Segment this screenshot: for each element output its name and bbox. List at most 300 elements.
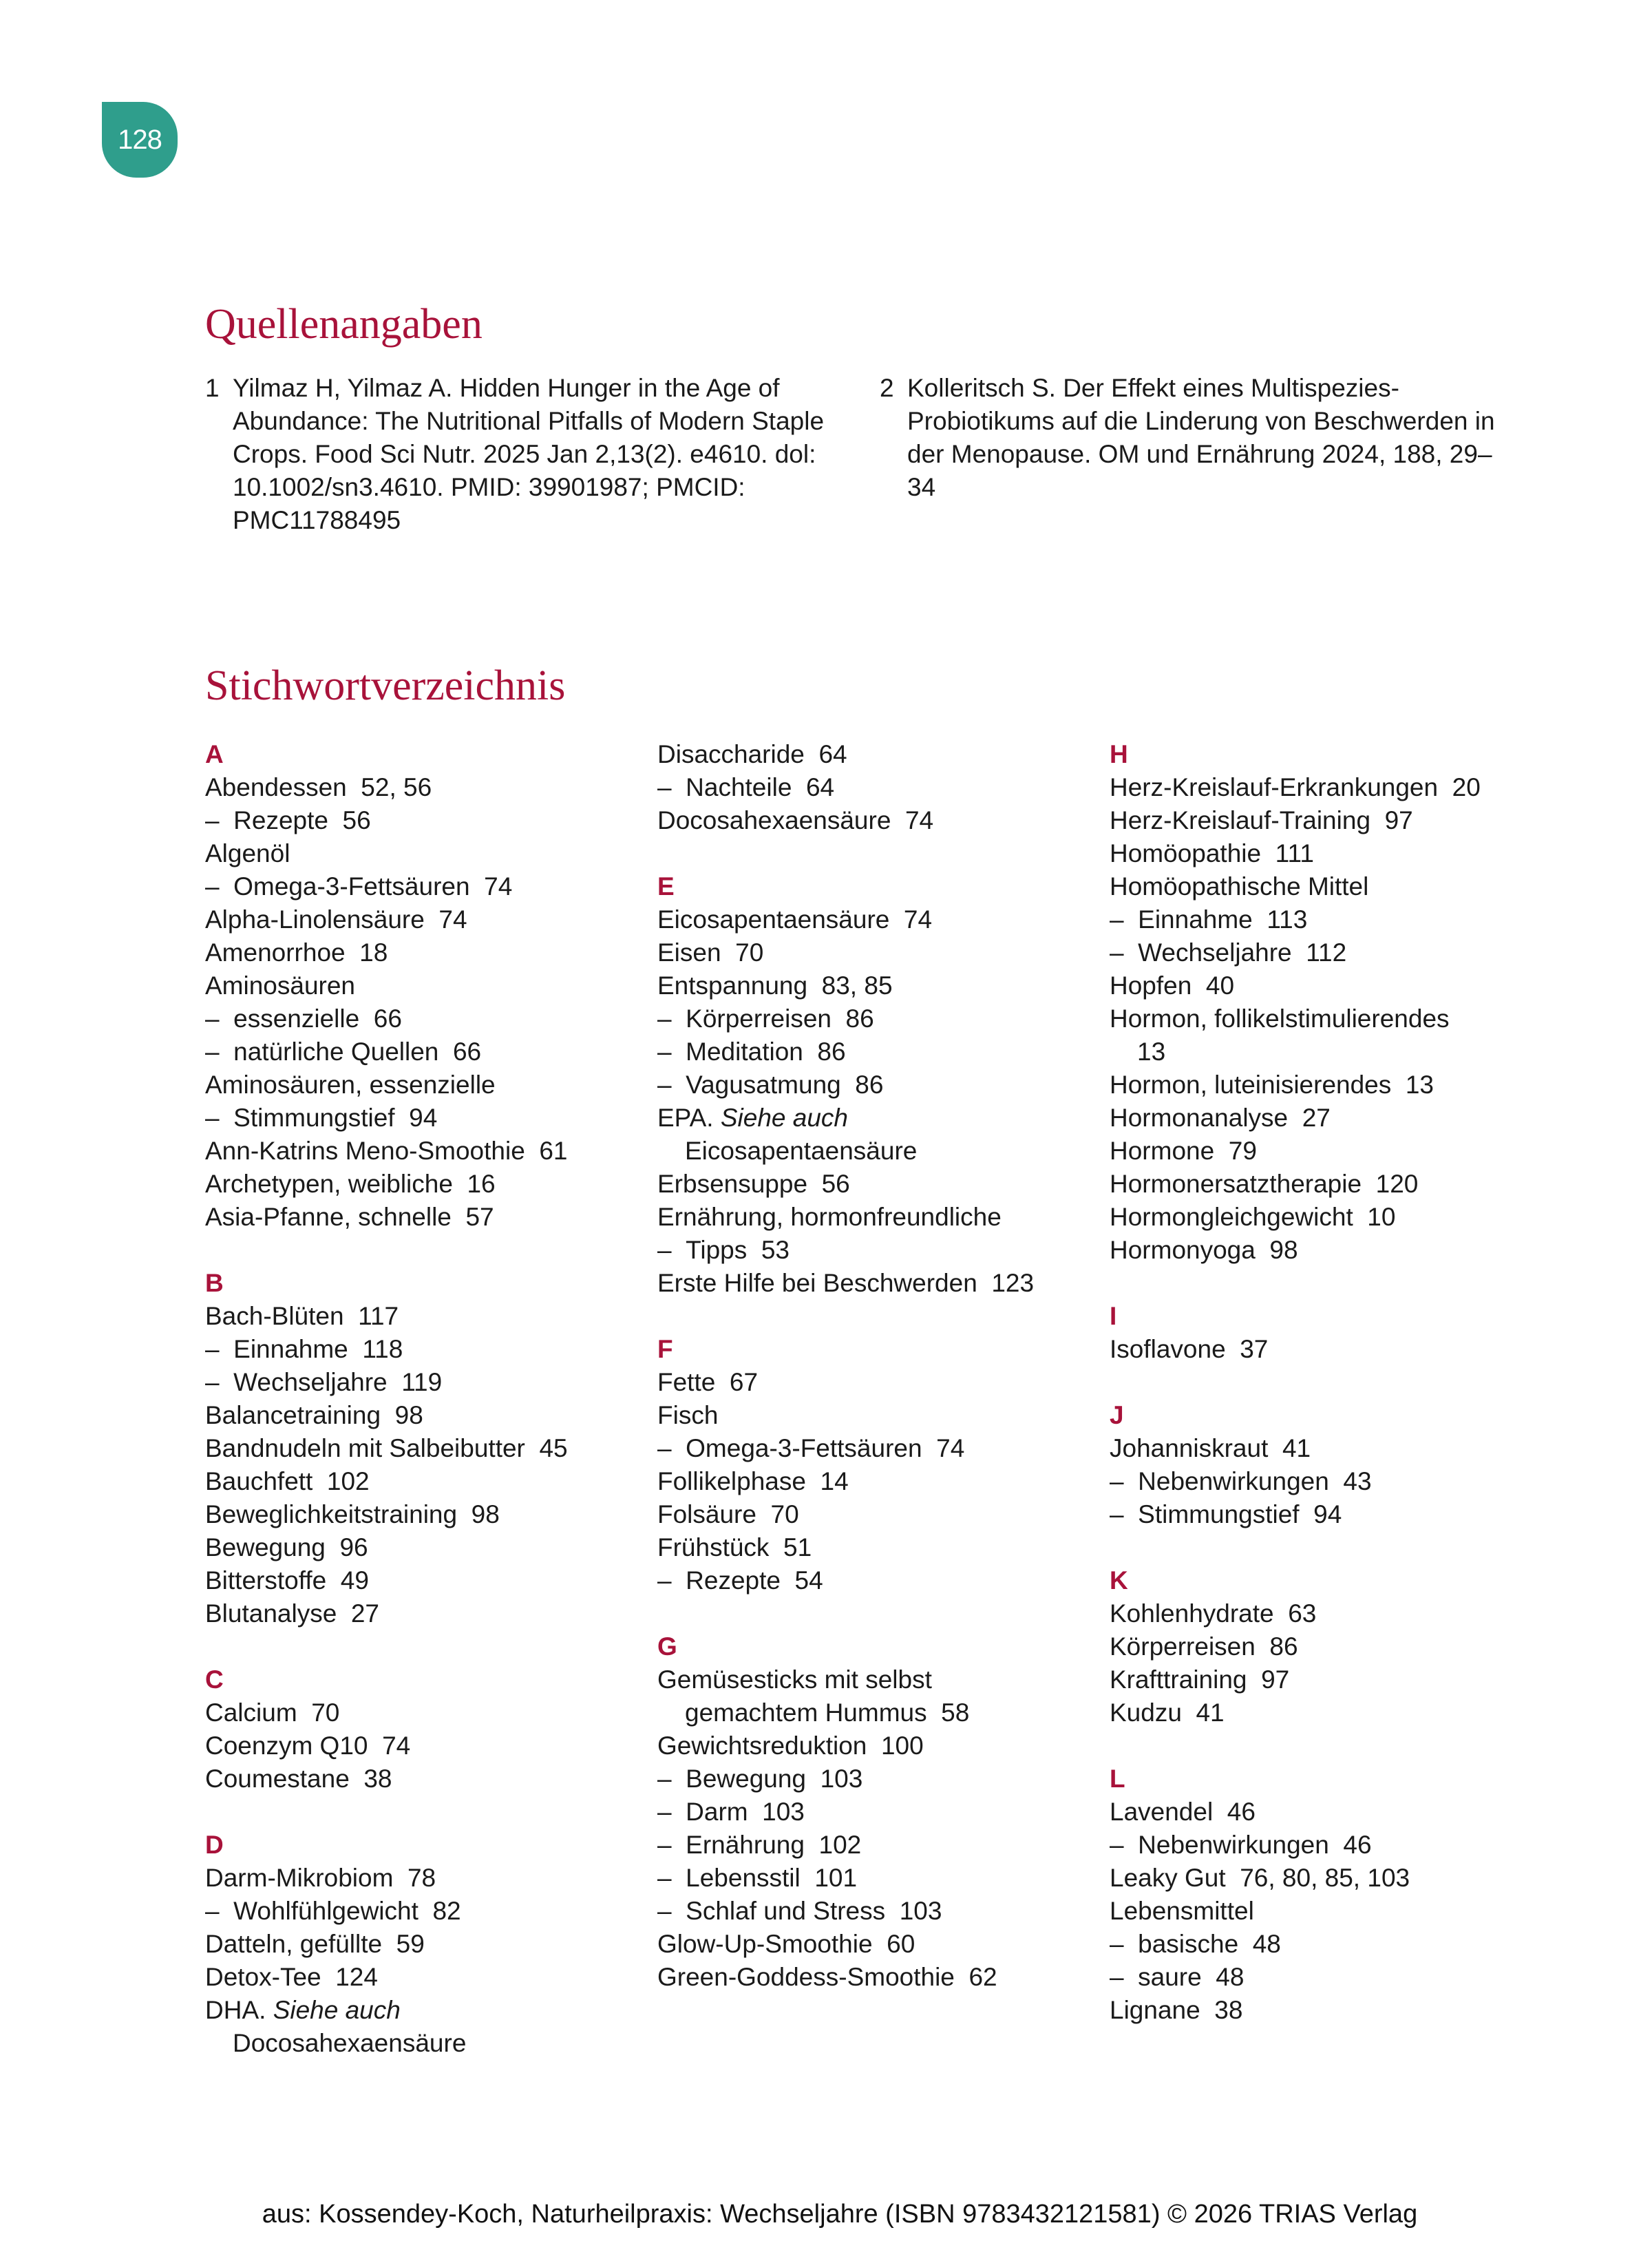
index-subentry [205, 870, 646, 903]
page-refs: 14 [820, 1467, 849, 1495]
index-term: Lebensmittel [1110, 1897, 1254, 1925]
index-entry [205, 1465, 646, 1498]
index-term: Stimmungstief [233, 1104, 395, 1132]
index-term-continuation [205, 2027, 646, 2060]
section-spacer [1110, 1267, 1591, 1300]
page-refs: 13 [1405, 1071, 1434, 1099]
page-refs: 78 [407, 1864, 436, 1892]
page-refs: 64 [805, 773, 835, 801]
index-entry [205, 1961, 646, 1994]
section-spacer [205, 1630, 646, 1663]
index-letter-heading: A [205, 740, 224, 768]
index-term: Tipps [686, 1236, 748, 1264]
index-term: Wechseljahre [1138, 938, 1292, 967]
index-term: Meditation [686, 1038, 803, 1066]
index-entry [657, 1102, 1098, 1168]
index-term: Abendessen [205, 773, 347, 801]
index-term: Schlaf und Stress [686, 1897, 886, 1925]
index-term: Aminosäuren, essenzielle [205, 1071, 496, 1099]
page-refs: 20 [1452, 773, 1481, 801]
index-term: Kudzu [1110, 1698, 1182, 1727]
page-refs: 48 [1216, 1963, 1245, 1991]
page-refs: 86 [817, 1038, 846, 1066]
index-subentry [657, 1234, 1098, 1267]
reference-text: Kolleritsch S. Der Effekt eines Multispezies-Probiotikums auf die Linderung von Beschwerden in der Menopause. OM und Ernährung 2024, 188, 29–34 [907, 374, 1495, 501]
index-term-cont-text: gemachtem Hummus [685, 1698, 927, 1727]
index-term: Herz-Kreislauf-Training [1110, 806, 1371, 834]
section-spacer [205, 1234, 646, 1267]
page-refs: 52, 56 [361, 773, 432, 801]
page-refs: 66 [452, 1038, 482, 1066]
index-entry [1110, 1069, 1591, 1102]
index-term: Bewegung [205, 1533, 326, 1561]
see-also-label: Siehe auch [720, 1104, 849, 1132]
page-refs: 27 [350, 1599, 380, 1628]
index-term-cont-text: Docosahexaensäure [233, 2029, 467, 2057]
index-term: Bauchfett [205, 1467, 313, 1495]
sources-heading: Quellenangaben [205, 301, 483, 348]
index-term: Gewichtsreduktion [657, 1732, 867, 1760]
index-term-cont-text: Eicosapentaensäure [685, 1137, 918, 1165]
page-refs: 120 [1375, 1170, 1419, 1198]
index-subentry [1110, 1961, 1591, 1994]
page-refs: 119 [401, 1368, 443, 1396]
page-refs: 10 [1367, 1203, 1396, 1231]
index-term: EPA. [657, 1104, 714, 1132]
index-term: Körperreisen [686, 1004, 832, 1033]
index-term: Herz-Kreislauf-Erkrankungen [1110, 773, 1439, 801]
index-letter-heading: L [1110, 1765, 1125, 1793]
page-refs: 94 [409, 1104, 438, 1132]
index-term: Amenorrhoe [205, 938, 346, 967]
index-entry [205, 1763, 646, 1796]
index-term: Coumestane [205, 1765, 350, 1793]
index-entry [205, 969, 646, 1002]
index-entry [1110, 1333, 1591, 1366]
index-term: Hormon, luteinisierendes [1110, 1071, 1392, 1099]
page-refs: 82 [432, 1897, 461, 1925]
index-term: Docosahexaensäure [657, 806, 891, 834]
page-refs: 62 [968, 1963, 997, 1991]
page-refs: 64 [818, 740, 847, 768]
index-subentry [205, 1002, 646, 1035]
page-refs: 74 [438, 905, 467, 934]
page-refs: 86 [845, 1004, 874, 1033]
index-term: Isoflavone [1110, 1335, 1226, 1363]
index-term: Nachteile [686, 773, 792, 801]
page-refs: 97 [1384, 806, 1413, 834]
page-refs: 101 [814, 1864, 858, 1892]
index-term: Rezepte [686, 1566, 781, 1595]
index-entry [1110, 1796, 1591, 1829]
page-refs: 74 [904, 806, 934, 834]
index-entry [205, 1531, 646, 1564]
page-refs: 61 [539, 1137, 568, 1165]
page-refs: 59 [396, 1930, 425, 1958]
page-refs: 18 [359, 938, 388, 967]
page-number-badge [102, 102, 178, 178]
index-term: Omega-3-Fettsäuren [233, 872, 470, 901]
index-entry [1110, 1630, 1591, 1663]
index-entry [205, 1201, 646, 1234]
index-entry [205, 1729, 646, 1763]
index-term: Wohlfühlgewicht [233, 1897, 419, 1925]
page-refs: 67 [729, 1368, 759, 1396]
index-subentry [205, 1333, 646, 1366]
index-entry [657, 1729, 1098, 1763]
index-subentry [205, 1102, 646, 1135]
index-entry [1110, 837, 1591, 870]
index-term-continuation [657, 1696, 1098, 1729]
index-entry [657, 1201, 1098, 1234]
index-letter-heading: J [1110, 1401, 1124, 1429]
page-refs: 58 [941, 1698, 970, 1727]
reference-item [880, 372, 1499, 504]
section-spacer [657, 1300, 1098, 1333]
index-term: Fette [657, 1368, 716, 1396]
index-subentry [205, 1366, 646, 1399]
index-entry [1110, 1994, 1591, 2027]
index-term: Fisch [657, 1401, 719, 1429]
index-subentry [657, 1895, 1098, 1928]
index-term: Nebenwirkungen [1138, 1467, 1329, 1495]
page-refs: 103 [762, 1798, 805, 1826]
index-entry [657, 1465, 1098, 1498]
page-refs: 98 [394, 1401, 423, 1429]
index-entry [205, 1300, 646, 1333]
index-term: Krafttraining [1110, 1665, 1247, 1694]
index-heading: Stichwortverzeichnis [205, 662, 566, 709]
index-entry [205, 1597, 646, 1630]
index-term: Einnahme [233, 1335, 348, 1363]
index-subentry [657, 1763, 1098, 1796]
index-entry [1110, 804, 1591, 837]
index-term: Nebenwirkungen [1138, 1831, 1329, 1859]
index-entry [1110, 1002, 1591, 1069]
page-refs: 98 [471, 1500, 500, 1528]
index-entry [1110, 1168, 1591, 1201]
index-term: Aminosäuren [205, 971, 356, 1000]
index-entry [1110, 771, 1591, 804]
page-refs: 74 [382, 1732, 411, 1760]
index-term: Hormon, follikelstimulierendes [1110, 1004, 1450, 1033]
page-refs: 112 [1306, 938, 1347, 967]
index-entry [657, 1531, 1098, 1564]
index-term: Körperreisen [1110, 1632, 1256, 1661]
index-entry [1110, 1895, 1591, 1928]
section-spacer [657, 1597, 1098, 1630]
index-entry [205, 771, 646, 804]
index-entry [205, 936, 646, 969]
page-refs: 54 [794, 1566, 823, 1595]
index-term: Alpha-Linolensäure [205, 905, 425, 934]
index-term-continuation [1110, 1035, 1591, 1069]
index-term: Wechseljahre [233, 1368, 388, 1396]
reference-number: 2 [880, 374, 894, 402]
page-number: 128 [118, 124, 162, 155]
index-term: Einnahme [1138, 905, 1253, 934]
page-refs: 49 [340, 1566, 369, 1595]
index-term: Gemüsesticks mit selbst [657, 1665, 932, 1694]
section-spacer [1110, 1366, 1591, 1399]
index-subentry [657, 771, 1098, 804]
index-letter-heading: K [1110, 1566, 1128, 1595]
index-entry [657, 1168, 1098, 1201]
index-term: Omega-3-Fettsäuren [686, 1434, 922, 1462]
index-term: Eisen [657, 938, 721, 967]
index-term: Ernährung, hormonfreundliche [657, 1203, 1002, 1231]
page-refs: 13 [1137, 1038, 1166, 1066]
index-entry [205, 1135, 646, 1168]
page-refs: 66 [373, 1004, 402, 1033]
index-entry [657, 903, 1098, 936]
index-term: Bandnudeln mit Salbeibutter [205, 1434, 525, 1462]
index-letter-heading: E [657, 872, 675, 901]
index-term: Bewegung [686, 1765, 807, 1793]
index-subentry [205, 804, 646, 837]
section-spacer [205, 1796, 646, 1829]
index-term: Beweglichkeitstraining [205, 1500, 458, 1528]
index-entry [657, 804, 1098, 837]
index-entry [657, 1961, 1098, 1994]
index-subentry [657, 1002, 1098, 1035]
page-refs: 38 [363, 1765, 392, 1793]
section-spacer [1110, 1729, 1591, 1763]
index-subentry [1110, 903, 1591, 936]
page-refs: 45 [539, 1434, 568, 1462]
page-refs: 83, 85 [821, 971, 893, 1000]
index-entry [1110, 1432, 1591, 1465]
page-refs: 111 [1275, 839, 1314, 867]
index-entry [657, 1366, 1098, 1399]
page-refs: 53 [761, 1236, 790, 1264]
index-subentry [657, 1564, 1098, 1597]
index-term: Frühstück [657, 1533, 770, 1561]
index-column [657, 738, 1098, 1994]
index-term-continuation [657, 1135, 1098, 1168]
page-refs: 97 [1261, 1665, 1290, 1694]
index-term: saure [1138, 1963, 1202, 1991]
index-letter-heading: F [657, 1335, 673, 1363]
index-term: Hormonanalyse [1110, 1104, 1289, 1132]
index-term: Datteln, gefüllte [205, 1930, 383, 1958]
index-subentry [205, 1895, 646, 1928]
page-refs: 98 [1269, 1236, 1298, 1264]
index-term: Stimmungstief [1138, 1500, 1300, 1528]
section-spacer [1110, 1531, 1591, 1564]
index-term: Rezepte [233, 806, 328, 834]
index-entry [205, 1498, 646, 1531]
index-entry [657, 1267, 1098, 1300]
index-term: Leaky Gut [1110, 1864, 1226, 1892]
reference-text: Yilmaz H, Yilmaz A. Hidden Hunger in the Age of Abundance: The Nutritional Pitfalls of Modern Staple Crops. Food Sci Nutr. 2025 Jan 2,13(2). e4610. dol: 10.1002/sn3.4610. PMID: 39901987; PMCID: PMC11788495 [233, 374, 825, 534]
index-term: Lavendel [1110, 1798, 1214, 1826]
reference-number: 1 [205, 374, 220, 402]
page-refs: 103 [820, 1765, 863, 1793]
page-refs: 70 [735, 938, 764, 967]
page-refs: 74 [484, 872, 513, 901]
index-entry [205, 1069, 646, 1102]
page-refs: 46 [1227, 1798, 1256, 1826]
index-entry [1110, 1597, 1591, 1630]
page-refs: 38 [1214, 1996, 1243, 2024]
page-refs: 74 [903, 905, 933, 934]
index-term: Detox-Tee [205, 1963, 321, 1991]
index-term: Asia-Pfanne, schnelle [205, 1203, 452, 1231]
index-entry [657, 1399, 1098, 1432]
index-entry [205, 903, 646, 936]
index-term: Disaccharide [657, 740, 805, 768]
index-term: Homöopathie [1110, 839, 1262, 867]
index-subentry [1110, 1465, 1591, 1498]
index-term: Calcium [205, 1698, 297, 1727]
index-subentry [657, 1035, 1098, 1069]
index-term: Algenöl [205, 839, 290, 867]
index-term: Johanniskraut [1110, 1434, 1269, 1462]
index-term: essenzielle [233, 1004, 360, 1033]
index-subentry [657, 1862, 1098, 1895]
index-term: Archetypen, weibliche [205, 1170, 453, 1198]
page-refs: 102 [326, 1467, 370, 1495]
index-term: Hopfen [1110, 971, 1192, 1000]
index-term: Darm [686, 1798, 748, 1826]
index-term: Green-Goddess-Smoothie [657, 1963, 955, 1991]
index-entry [1110, 1135, 1591, 1168]
index-term: Bach-Blüten [205, 1302, 344, 1330]
index-term: Hormonyoga [1110, 1236, 1256, 1264]
index-term: Kohlenhydrate [1110, 1599, 1274, 1628]
index-entry [205, 1399, 646, 1432]
index-entry [1110, 1102, 1591, 1135]
index-subentry [1110, 1829, 1591, 1862]
index-entry [1110, 969, 1591, 1002]
index-entry [657, 1498, 1098, 1531]
index-entry [1110, 1696, 1591, 1729]
index-subentry [657, 1829, 1098, 1862]
page-refs: 118 [362, 1335, 403, 1363]
index-term: Vagusatmung [686, 1071, 841, 1099]
index-letter-heading: D [205, 1831, 224, 1859]
index-letter-heading: B [205, 1269, 224, 1297]
page-refs: 124 [335, 1963, 378, 1991]
page-refs: 113 [1267, 905, 1308, 934]
page-refs: 48 [1252, 1930, 1281, 1958]
index-term: Coenzym Q10 [205, 1732, 368, 1760]
index-term: DHA. [205, 1996, 266, 2024]
index-term: Folsäure [657, 1500, 756, 1528]
index-term: Erste Hilfe bei Beschwerden [657, 1269, 977, 1297]
reference-item [205, 372, 845, 537]
index-entry [205, 1862, 646, 1895]
index-subentry [205, 1035, 646, 1069]
index-term: Lignane [1110, 1996, 1200, 2024]
page-refs: 103 [899, 1897, 942, 1925]
page-refs: 27 [1302, 1104, 1331, 1132]
index-term: natürliche Quellen [233, 1038, 439, 1066]
index-subentry [1110, 1498, 1591, 1531]
page-refs: 123 [991, 1269, 1035, 1297]
page-refs: 46 [1343, 1831, 1372, 1859]
index-entry [657, 1928, 1098, 1961]
page-refs: 74 [936, 1434, 965, 1462]
index-term: Entspannung [657, 971, 808, 1000]
page-refs: 37 [1240, 1335, 1269, 1363]
index-term: Balancetraining [205, 1401, 381, 1429]
index-entry [205, 837, 646, 870]
page-refs: 40 [1205, 971, 1235, 1000]
index-entry [657, 969, 1098, 1002]
index-entry [1110, 870, 1591, 903]
page-refs: 51 [783, 1533, 812, 1561]
index-subentry [657, 1432, 1098, 1465]
index-subentry [1110, 1928, 1591, 1961]
index-entry [1110, 1201, 1591, 1234]
index-term: Lebensstil [686, 1864, 801, 1892]
index-entry [657, 1663, 1098, 1729]
index-term: Bitterstoffe [205, 1566, 327, 1595]
page-refs: 41 [1196, 1698, 1225, 1727]
page-refs: 60 [887, 1930, 915, 1958]
see-also-label: Siehe auch [273, 1996, 401, 2024]
page-refs: 86 [855, 1071, 884, 1099]
page-refs: 43 [1343, 1467, 1372, 1495]
index-term: Ann-Katrins Meno-Smoothie [205, 1137, 525, 1165]
copyright-footer: aus: Kossendey-Koch, Naturheilpraxis: Wechseljahre (ISBN 9783432121581) © 2026 TRIAS Verlag [262, 2200, 1418, 2229]
index-entry [1110, 1234, 1591, 1267]
section-spacer [657, 837, 1098, 870]
index-subentry [1110, 936, 1591, 969]
index-term: Ernährung [686, 1831, 805, 1859]
index-term: Glow-Up-Smoothie [657, 1930, 873, 1958]
index-entry [205, 1432, 646, 1465]
index-entry [1110, 1663, 1591, 1696]
index-term: Blutanalyse [205, 1599, 337, 1628]
page-refs: 56 [342, 806, 371, 834]
page-refs: 70 [311, 1698, 340, 1727]
index-entry [205, 1696, 646, 1729]
page-refs: 79 [1228, 1137, 1257, 1165]
index-term: Hormongleichgewicht [1110, 1203, 1353, 1231]
index-term: Hormonersatztherapie [1110, 1170, 1362, 1198]
page-refs: 57 [465, 1203, 494, 1231]
page-refs: 63 [1288, 1599, 1317, 1628]
index-term: Eicosapentaensäure [657, 905, 890, 934]
index-term: Erbsensuppe [657, 1170, 808, 1198]
page-refs: 96 [339, 1533, 368, 1561]
index-column [1110, 738, 1591, 2027]
index-letter-heading: G [657, 1632, 677, 1661]
index-entry [657, 738, 1098, 771]
index-entry [657, 936, 1098, 969]
index-entry [205, 1168, 646, 1201]
page-refs: 117 [358, 1302, 399, 1330]
page-refs: 94 [1313, 1500, 1342, 1528]
index-subentry [657, 1069, 1098, 1102]
page-refs: 70 [770, 1500, 799, 1528]
index-term: basische [1138, 1930, 1239, 1958]
page-refs: 56 [821, 1170, 850, 1198]
page-refs: 76, 80, 85, 103 [1240, 1864, 1410, 1892]
index-entry [1110, 1862, 1591, 1895]
index-letter-heading: I [1110, 1302, 1117, 1330]
index-subentry [657, 1796, 1098, 1829]
index-term: Homöopathische Mittel [1110, 872, 1369, 901]
page-refs: 16 [467, 1170, 496, 1198]
page-refs: 41 [1282, 1434, 1311, 1462]
index-entry [205, 1564, 646, 1597]
index-letter-heading: H [1110, 740, 1128, 768]
index-column [205, 738, 646, 2060]
